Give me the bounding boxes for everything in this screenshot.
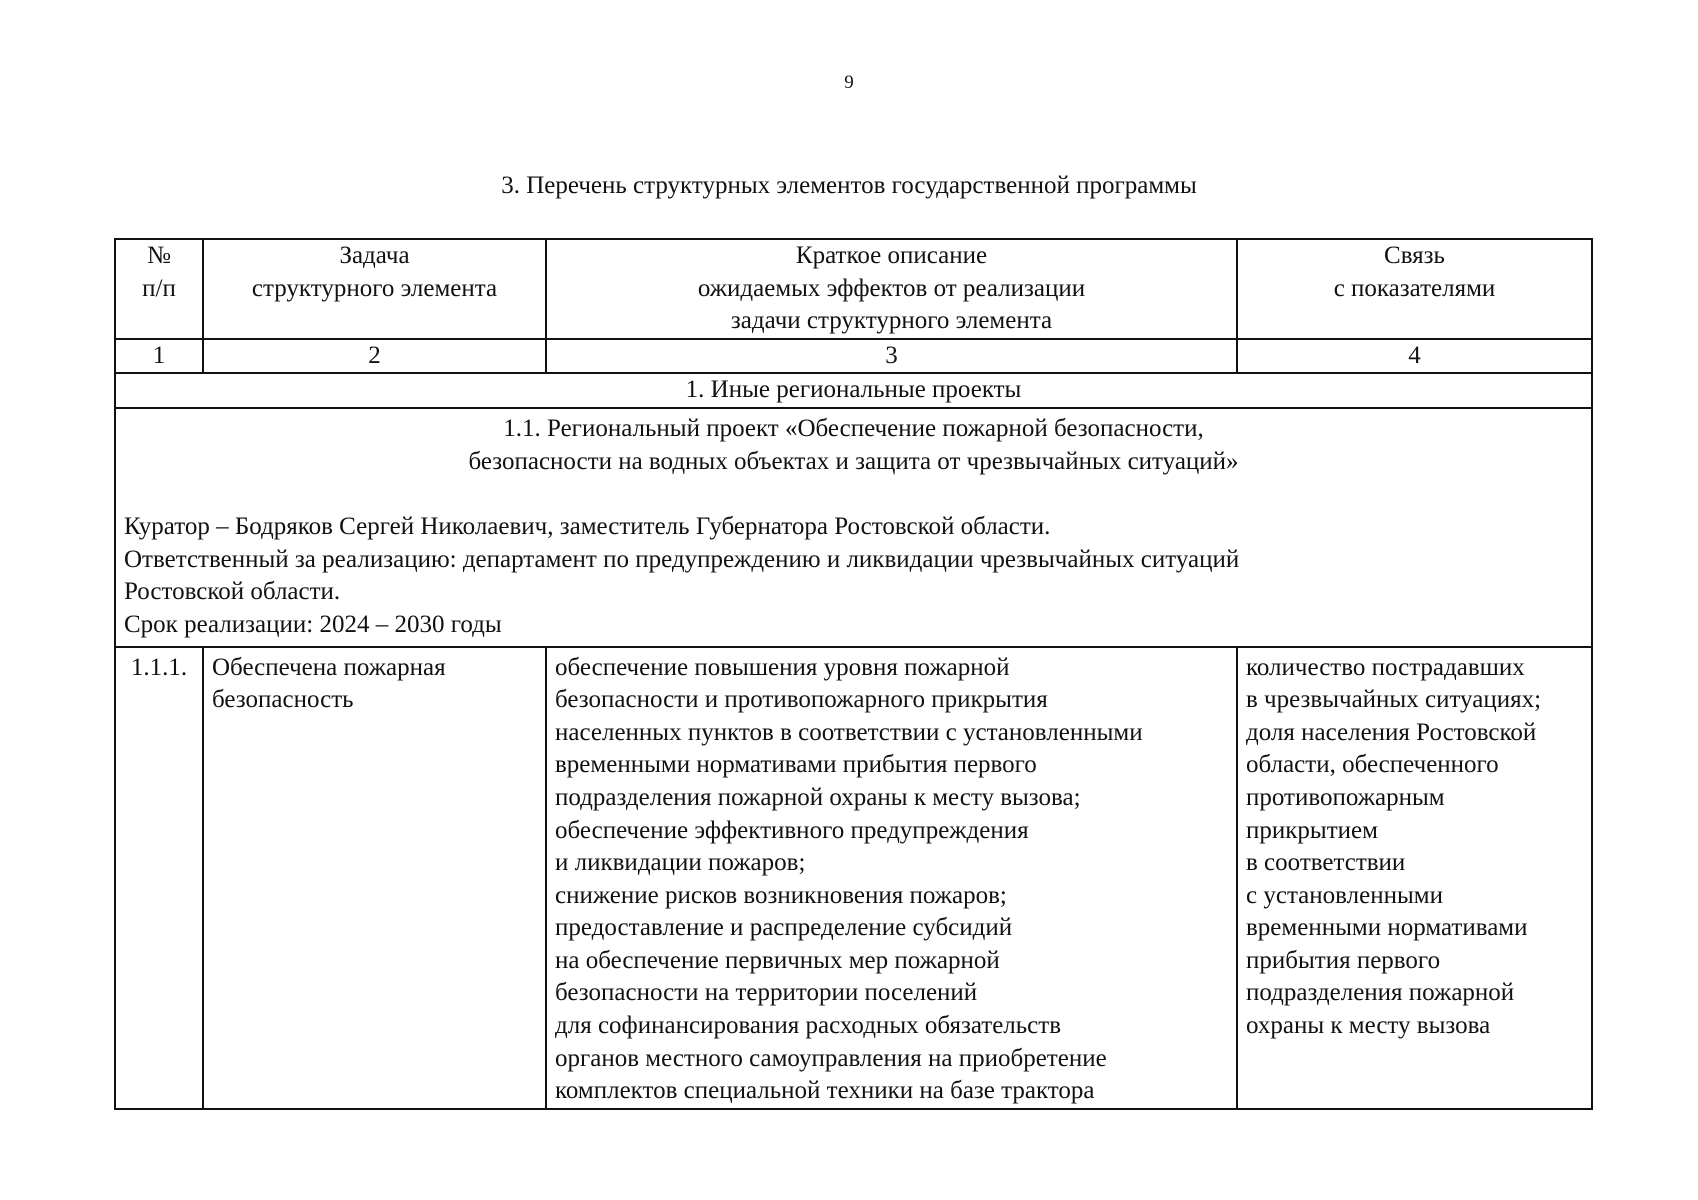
text-line: обеспечение повышения уровня пожарной (555, 653, 1010, 681)
header-cell-number (115, 239, 203, 339)
text-line: подразделения пожарной охраны к месту вызова; (555, 783, 1081, 811)
text-line: Задача (339, 242, 410, 269)
text-line: обеспечение эффективного предупреждения (555, 816, 1029, 844)
text-line: безопасности на водных объектах и защита от чрезвычайных ситуаций» (468, 447, 1239, 475)
table-header-row (115, 239, 1592, 339)
text-line: для софинансирования расходных обязательств (555, 1012, 1062, 1040)
text-line: с показателями (1333, 274, 1496, 302)
text-line: области, обеспеченного (1246, 751, 1499, 779)
row-indicators (1237, 647, 1592, 1109)
structural-elements-table (114, 238, 1593, 1110)
project-row (115, 408, 1592, 647)
text-line: Обеспечена пожарная (212, 653, 446, 681)
header-cell-task (203, 239, 546, 339)
header-cell-description (546, 239, 1237, 339)
text-line: снижение рисков возникновения пожаров; (555, 881, 1007, 909)
text-line: ожидаемых эффектов от реализации (697, 274, 1086, 302)
text-line: № (147, 242, 171, 269)
text-line: п/п (142, 274, 176, 302)
text-line: и ликвидации пожаров; (555, 849, 806, 877)
text-line: Краткое описание (795, 242, 988, 269)
text-line: предоставление и распределение субсидий (555, 914, 1013, 942)
project-info (124, 511, 1583, 641)
column-number: 1 (115, 339, 203, 374)
section-title: 3. Перечень структурных элементов государственной программы (501, 172, 1197, 199)
section-heading-row (115, 373, 1592, 408)
text-line: Ответственный за реализацию: департамент по предупреждению и ликвидации чрезвычайных ситуаций (124, 545, 1240, 573)
text-line: Срок реализации: 2024 – 2030 годы (124, 610, 502, 638)
project-cell (115, 408, 1592, 647)
text-line: комплектов специальной техники на базе трактора (555, 1077, 1095, 1105)
column-number-row (115, 339, 1592, 374)
text-line: с установленными (1246, 881, 1443, 909)
text-line: структурного элемента (251, 274, 498, 302)
text-line: безопасность (212, 686, 354, 714)
text-line: противопожарным (1246, 783, 1445, 811)
text-line: прибытия первого (1246, 946, 1441, 974)
text-line: Куратор – Бодряков Сергей Николаевич, заместитель Губернатора Ростовской области. (124, 513, 1051, 541)
text-line: охраны к месту вызова (1246, 1012, 1491, 1040)
text-line: органов местного самоуправления на приобретение (555, 1044, 1107, 1072)
text-line: подразделения пожарной (1246, 979, 1515, 1007)
text-line: безопасности и противопожарного прикрытия (555, 686, 1048, 714)
text-line: количество пострадавших (1246, 653, 1525, 681)
column-number: 3 (546, 339, 1237, 374)
section-heading: 1. Иные региональные проекты (115, 373, 1592, 408)
page-number: 9 (844, 72, 854, 93)
header-cell-indicators (1237, 239, 1592, 339)
text-line: в соответствии (1246, 849, 1406, 877)
spacer (124, 478, 1583, 511)
text-line: 1.1. Региональный проект «Обеспечение пожарной безопасности, (503, 414, 1204, 442)
row-number: 1.1.1. (115, 647, 203, 1109)
table-row (115, 647, 1592, 1109)
text-line: в чрезвычайных ситуациях; (1246, 686, 1542, 714)
column-number: 4 (1237, 339, 1592, 374)
text-line: прикрытием (1246, 816, 1378, 844)
text-line: Связь (1384, 242, 1445, 269)
text-line: на обеспечение первичных мер пожарной (555, 946, 1000, 974)
text-line: доля населения Ростовской (1246, 718, 1537, 746)
row-task (203, 647, 546, 1109)
text-line: безопасности на территории поселений (555, 979, 978, 1007)
row-description (546, 647, 1237, 1109)
text-line: задачи структурного элемента (730, 307, 1053, 335)
column-number: 2 (203, 339, 546, 374)
text-line: временными нормативами (1246, 914, 1528, 942)
text-line: Ростовской области. (124, 578, 341, 606)
project-title (124, 413, 1583, 478)
text-line: населенных пунктов в соответствии с установленными (555, 718, 1143, 746)
text-line: временными нормативами прибытия первого (555, 751, 1037, 779)
